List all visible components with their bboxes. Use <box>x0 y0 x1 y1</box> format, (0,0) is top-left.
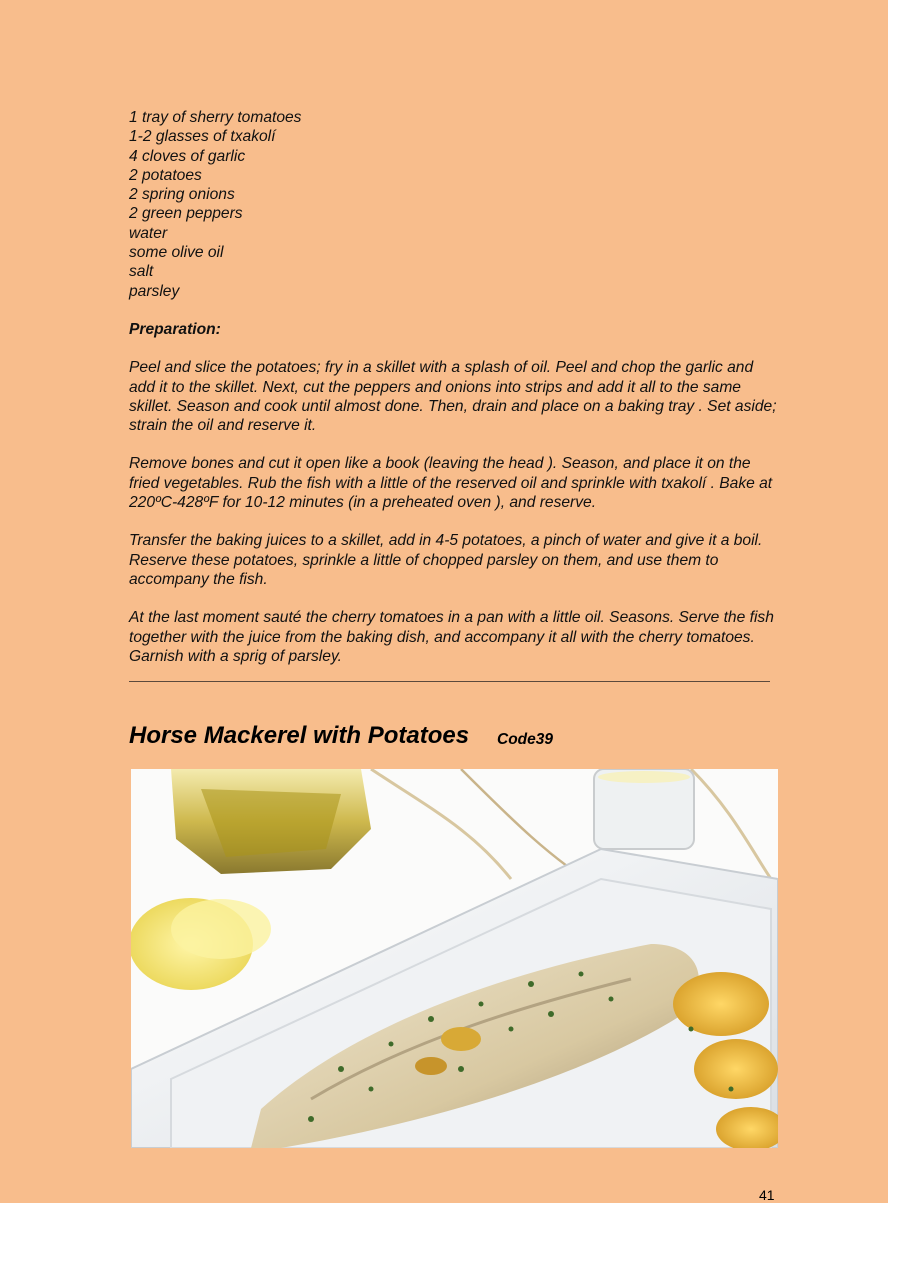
preparation-paragraph: Transfer the baking juices to a skillet, add in 4-5 potatoes, a pinch of water and give it a boil. Reserve these potatoes, sprinkle a little of chopped parsley on them, and use them to accompany the fish. <box>129 532 763 588</box>
ingredient-item: 1 tray of sherry tomatoes <box>129 109 302 126</box>
recipe-title: Horse Mackerel with Potatoes <box>129 722 470 749</box>
ingredient-item: parsley <box>129 282 180 300</box>
section-divider <box>129 681 770 682</box>
ingredient-item: 1-2 glasses of txakolí <box>129 128 276 146</box>
ingredient-item: 2 spring onions <box>129 186 235 204</box>
preparation-heading: Preparation: <box>129 320 221 338</box>
ingredient-item: some olive oil <box>129 244 224 262</box>
ingredient-item: salt <box>129 263 154 281</box>
ingredient-item: 2 green peppers <box>129 205 243 223</box>
garlic-clove-icon <box>441 1027 481 1051</box>
recipe-body <box>129 108 779 666</box>
fish-dish-illustration <box>131 769 778 1148</box>
ingredient-item: water <box>129 224 168 242</box>
ingredient-item: 2 potatoes <box>129 166 202 184</box>
preparation-paragraph: Peel and slice the potatoes; fry in a skillet with a splash of oil. Peel and chop the garlic and add it to the skillet. Next, cut the peppers and onions into strips and add it all to the same skillet. Season and cook until almost done. Then, drain and place on a baking tray . Set aside; strain the oil and reserve it. <box>129 359 777 435</box>
recipe-code: Code39 <box>497 731 553 748</box>
glass-liquid <box>598 771 690 783</box>
page-number: 41 <box>759 1187 775 1203</box>
ingredients-list <box>129 108 779 301</box>
preparation-paragraph: At the last moment sauté the cherry tomatoes in a pan with a little oil. Seasons. Serve the fish together with the juice from the baking dish, and accompany it all with the cherry tomatoes. Garnish with a sprig of parsley. <box>129 609 774 665</box>
preparation-paragraph: Remove bones and cut it open like a book (leaving the head ). Season, and place it on the fried vegetables. Rub the fish with a little of the reserved oil and sprinkle with txakolí . Bake at 220ºC-428ºF for 10-12 minutes (in a preheated oven ), and reserve. <box>129 455 773 512</box>
ingredient-item: 4 cloves of garlic <box>129 147 246 165</box>
fish-dish-photo <box>131 769 778 1148</box>
